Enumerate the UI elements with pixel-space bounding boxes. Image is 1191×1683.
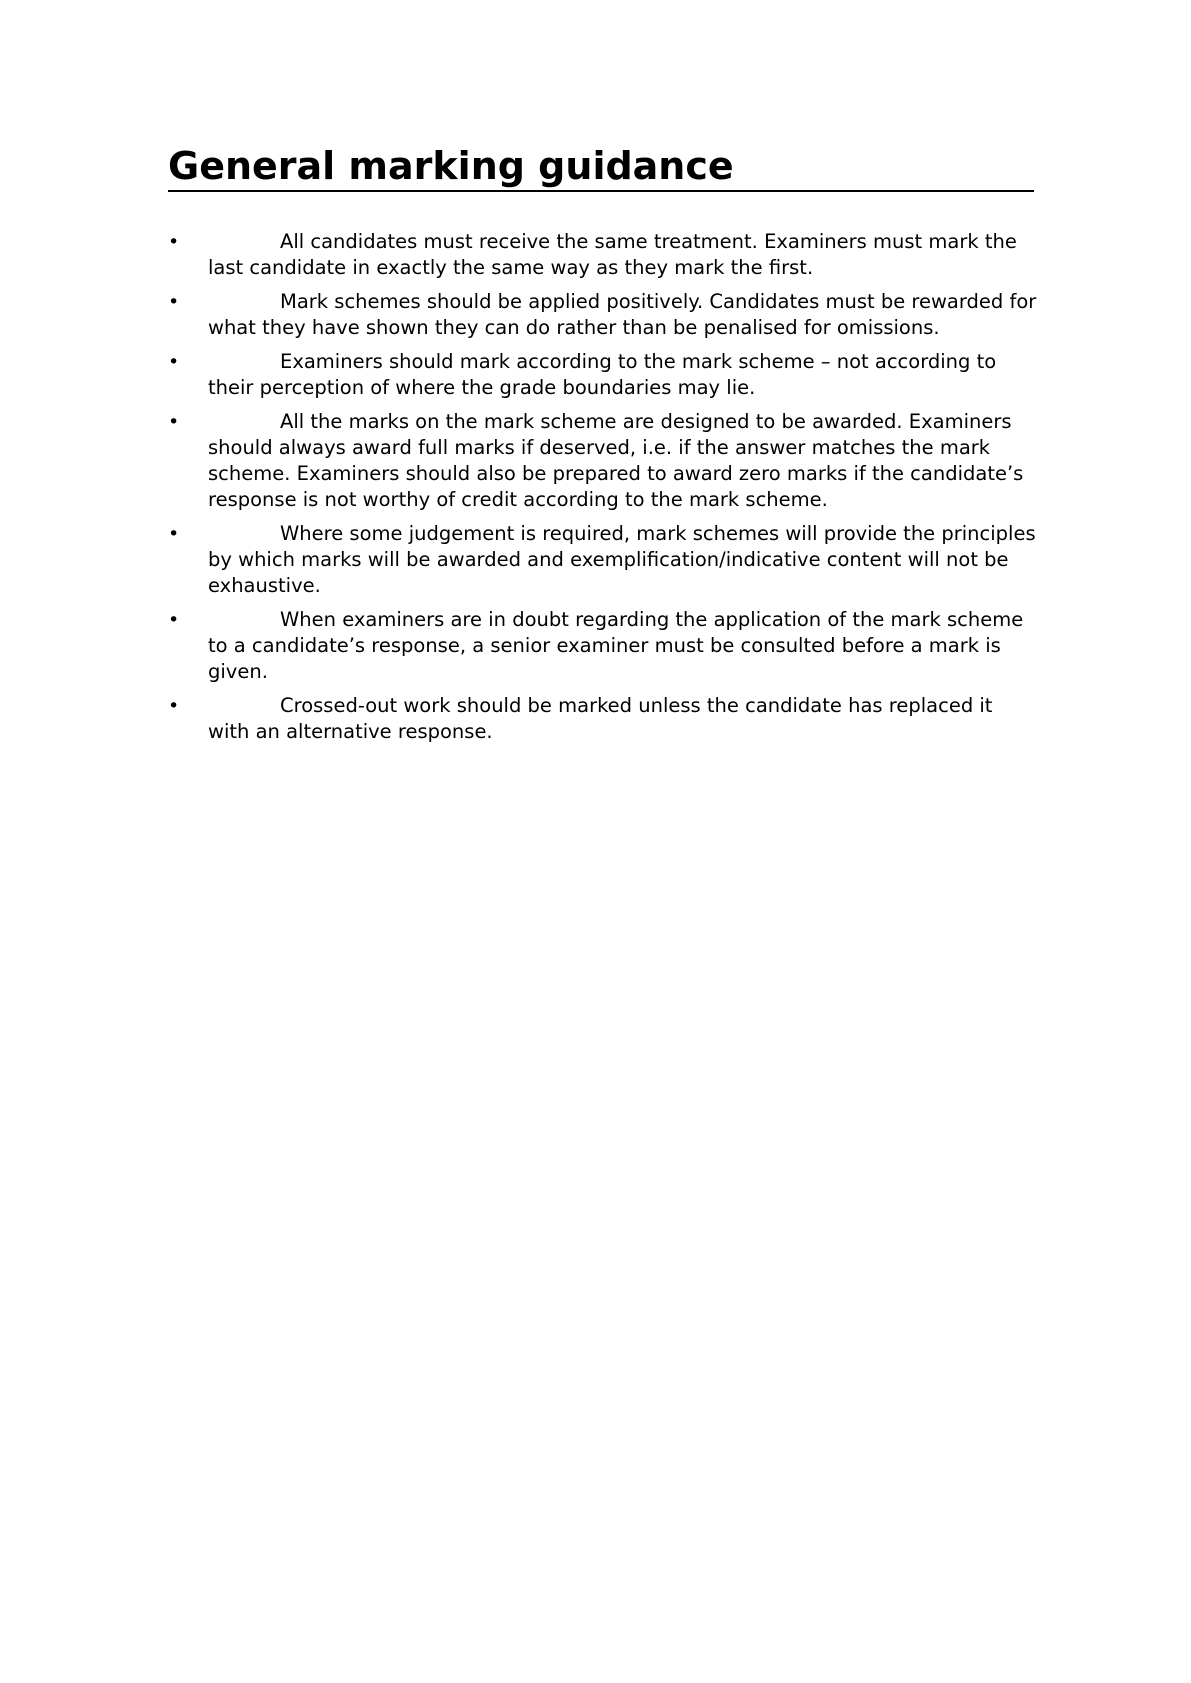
- bullet-icon: •: [168, 695, 180, 717]
- bullet-icon: •: [168, 411, 180, 433]
- list-item: [168, 289, 1038, 341]
- list-item: [168, 409, 1038, 513]
- page-title: General marking guidance: [168, 144, 734, 188]
- list-item: [168, 229, 1038, 281]
- bullet-icon: •: [168, 291, 180, 313]
- list-item-text: All the marks on the mark scheme are designed to be awarded. Examiners should always award full marks if deserved, i.e. if the answer matches the mark scheme. Examiners should also be prepared to award zero marks if the candidate’s response is not worthy of credit according to the mark scheme.: [208, 410, 1024, 511]
- bullet-icon: •: [168, 351, 180, 373]
- list-item: [168, 521, 1038, 599]
- bullet-icon: •: [168, 231, 180, 253]
- list-item: [168, 607, 1038, 685]
- heading-block: [168, 142, 1034, 192]
- list-item-text: Where some judgement is required, mark schemes will provide the principles by which marks will be awarded and exemplification/indicative content will not be exhaustive.: [208, 522, 1036, 597]
- bullet-icon: •: [168, 609, 180, 631]
- guidance-list: [168, 229, 1038, 753]
- list-item: [168, 349, 1038, 401]
- list-item-text: Examiners should mark according to the mark scheme – not according to their perception of where the grade boundaries may lie.: [208, 350, 997, 399]
- list-item-text: When examiners are in doubt regarding the application of the mark scheme to a candidate’s response, a senior examiner must be consulted before a mark is given.: [208, 608, 1024, 683]
- list-item-text: Crossed-out work should be marked unless the candidate has replaced it with an alternative response.: [208, 694, 993, 743]
- bullet-icon: •: [168, 523, 180, 545]
- list-item-text: All candidates must receive the same treatment. Examiners must mark the last candidate in exactly the same way as they mark the first.: [208, 230, 1017, 279]
- list-item-text: Mark schemes should be applied positively. Candidates must be rewarded for what they have shown they can do rather than be penalised for omissions.: [208, 290, 1037, 339]
- list-item: [168, 693, 1038, 745]
